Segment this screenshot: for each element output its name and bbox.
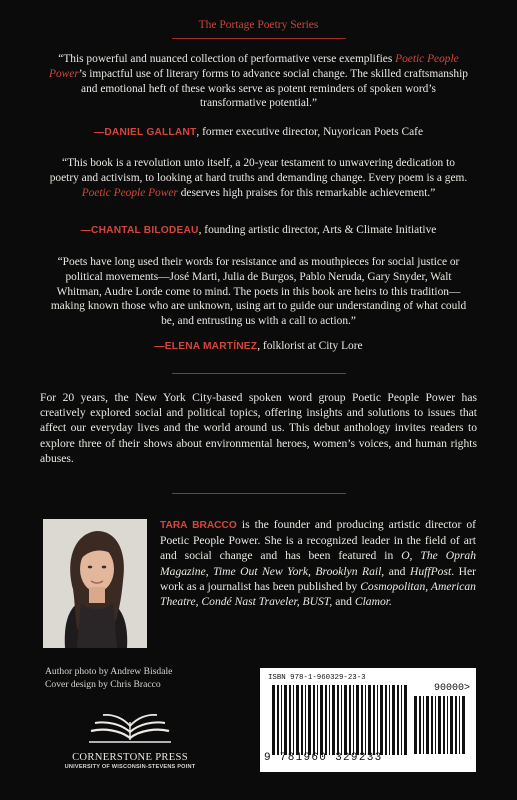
series-title: The Portage Poetry Series [198, 19, 319, 31]
review-quote-gallant: “This powerful and nuanced collection of performative verse exemplifies Poetic People Power’s impactful use of literary forms to advance social change. The skilled craftsmanship and emotional heft of these works serve as potent reminders of spoken word’s transformative potential.” [49, 53, 468, 110]
ean-number: 9 781960 329233 [264, 752, 383, 764]
review-quote-bilodeau: “This book is a revolution unto itself, a 20-year testament to unwavering dedication to poetry and activism, to looking at hard truths and demanding change. Every poem is a gem. Poetic People Power deserves high praises for this remarkable achievement.” [49, 157, 468, 199]
review-attribution-gallant: —DANIEL GALLANT, former executive director, Nuyorican Poets Cafe [93, 126, 424, 138]
publisher-name: CORNERSTONE PRESS [72, 752, 188, 763]
publisher-logo [45, 708, 215, 770]
author-portrait-illustration [43, 519, 147, 648]
author-photo [43, 519, 147, 648]
publisher-affiliation: UNIVERSITY OF WISCONSIN-STEVENS POINT [64, 764, 196, 770]
divider [172, 38, 346, 39]
supplemental-barcode-bars [414, 696, 466, 754]
book-title: Poetic People Power [49, 53, 459, 80]
price-code: 90000> [433, 683, 470, 694]
photo-credit: Author photo by Andrew Bisdale [45, 666, 173, 677]
isbn-number: ISBN 978-1-960329-23-3 [268, 674, 366, 682]
book-title: Poetic People Power [81, 186, 178, 199]
isbn-barcode [260, 668, 476, 772]
cover-credits [45, 665, 172, 691]
open-book-icon [85, 708, 175, 746]
divider [172, 493, 346, 494]
design-credit: Cover design by Chris Bracco [45, 679, 161, 690]
ean-barcode-bars [272, 685, 408, 755]
author-name: TARA BRACCO [160, 520, 237, 531]
review-attribution-martinez: —ELENA MARTÍNEZ, folklorist at City Lore [154, 340, 363, 352]
book-description: For 20 years, the New York City-based spoken word group Poetic People Power has creatively explored social and political topics, offering insights and solutions to issues that affect our everyday lives and the world around us. This debut anthology invites readers to explore three of their shows about environmental heroes, women’s voices, and human rights abuses. [40, 391, 477, 465]
divider [172, 373, 346, 374]
review-attribution-bilodeau: —CHANTAL BILODEAU, founding artistic director, Arts & Climate Initiative [80, 224, 437, 236]
author-bio: TARA BRACCO is the founder and producing artistic director of Poetic People Power. She is a recognized leader in the field of art and social change and has been featured in O, The Oprah Magazine, Time Out New York, Brooklyn Rail, and HuffPost. Her work as a journalist has been published by Cosmopolitan, American Theatre, Condé Nast Traveler, BUST, and Clamor. [160, 518, 476, 609]
review-quote-martinez: “Poets have long used their words for resistance and as mouthpieces for social justice or political movements—José Marti, Julia de Burgos, Pablo Neruda, Gary Snyder, Walt Whitman, Audre Lorde come to mind. The poets in this book are heirs to this tradition—making known those who are unknown, using art to guide our understanding of what could be, and entrusting us with a call to action.” [50, 256, 467, 328]
